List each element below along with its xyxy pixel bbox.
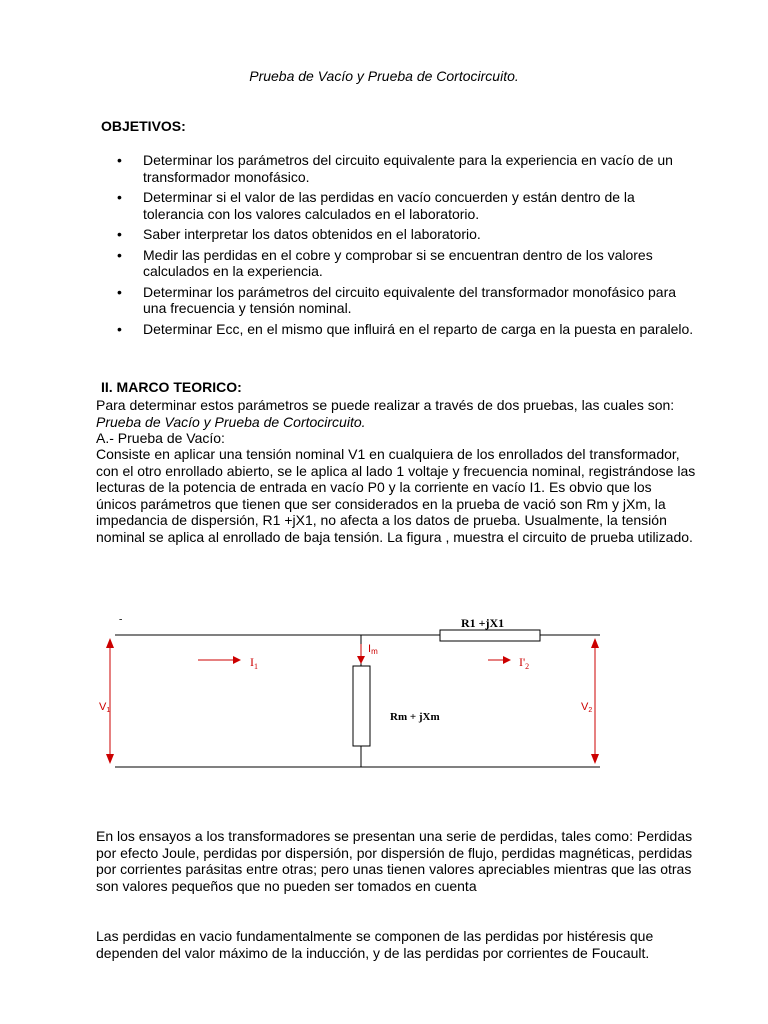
- marco-heading: II. MARCO TEORICO:: [101, 379, 242, 395]
- i1-label: [250, 655, 258, 671]
- objectives-heading: OBJETIVOS:: [101, 118, 186, 134]
- v1-label: [99, 701, 110, 714]
- shunt-label: Rm + jXm: [390, 711, 440, 723]
- i2-label-main: I': [519, 655, 526, 669]
- v2-arrow-head-bottom: [591, 754, 599, 764]
- i1-label-main: I: [250, 655, 254, 669]
- series-label: R1 +jX1: [461, 616, 505, 630]
- objective-item: • Determinar los parámetros del circuito equivalente para la experiencia en vacío de un transformador monofásico.: [117, 152, 697, 185]
- im-arrow-head: [357, 656, 365, 664]
- i2-label: [519, 655, 529, 671]
- objectives-list: [117, 152, 697, 341]
- v2-label-sub: 2: [588, 707, 593, 714]
- v1-arrow-head-bottom: [106, 754, 114, 764]
- i1-label-sub: 1: [254, 662, 258, 671]
- document-title: Prueba de Vacío y Prueba de Cortocircuito.: [249, 68, 519, 84]
- v2-label: [581, 701, 592, 714]
- tick-mark: -: [119, 614, 123, 625]
- objective-item: • Determinar los parámetros del circuito equivalente del transformador monofásico para una frecuencia y tensión nominal.: [117, 284, 697, 317]
- circuit-diagram: [95, 610, 615, 780]
- marco-body: Consiste en aplicar una tensión nominal V1 en cualquiera de los enrollados del transformador, con el otro enrollado abierto, se le aplica al lado 1 voltaje y frecuencia nominal, registrándose las lecturas de la potencia de entrada en vacío P0 y la corriente en vacío I1. Es obvio que los únicos parámetros que tienen que ser considerados en la prueba de vació son Rm y jXm, la impedancia de dispersión, R1 +jX1, no afecta a los datos de prueba. Usualmente, la tensión nominal se aplica al enrollado de baja tensión. La figura , muestra el circuito de prueba utilizado.: [96, 446, 696, 545]
- v2-arrow-head-top: [591, 638, 599, 648]
- i2-label-sub: 2: [525, 662, 530, 671]
- i2-arrow-head: [503, 656, 511, 664]
- im-label: [368, 643, 378, 656]
- objective-item: • Medir las perdidas en el cobre y comprobar si se encuentran dentro de los valores calculados en la experiencia.: [117, 247, 697, 280]
- objective-item: • Determinar si el valor de las perdidas en vacío concuerden y están dentro de la tolerancia con los valores calculados en el laboratorio.: [117, 189, 697, 222]
- marco-subheading: A.- Prueba de Vacío:: [96, 430, 225, 446]
- v1-label-sub: 1: [106, 707, 111, 714]
- v1-label-main: V: [99, 701, 107, 713]
- marco-intro-text: Para determinar estos parámetros se puede realizar a través de dos pruebas, las cuales son:: [96, 397, 675, 413]
- objective-item: • Determinar Ecc, en el mismo que influirá en el reparto de carga en la puesta en paralelo.: [117, 321, 697, 338]
- shunt-impedance: [353, 666, 370, 746]
- v1-arrow-head-top: [106, 638, 114, 648]
- v2-label-main: V: [581, 701, 589, 713]
- marco-intro: [96, 397, 696, 430]
- im-label-sub: m: [371, 647, 378, 656]
- objective-item: • Saber interpretar los datos obtenidos en el laboratorio.: [117, 226, 697, 243]
- i1-arrow-head: [233, 656, 241, 664]
- losses-paragraph-1: En los ensayos a los transformadores se presentan una serie de perdidas, tales como: Perdidas por efecto Joule, perdidas por dispersión, por dispersión de flujo, perdidas magnéticas, perdidas por corrientes parásitas entre otras; pero unas tienen valores apreciables mientras que las otras son valores pequeños que no pueden ser tomados en cuenta: [96, 828, 693, 894]
- marco-intro-italic: Prueba de Vacío y Prueba de Cortocircuito.: [96, 413, 366, 430]
- im-label-main: I: [368, 643, 372, 655]
- losses-paragraph-2: Las perdidas en vacio fundamentalmente se componen de las perdidas por histéresis que dependen del valor máximo de la inducción, y de las perdidas por corrientes de Foucault.: [96, 928, 654, 961]
- series-impedance: [440, 630, 540, 641]
